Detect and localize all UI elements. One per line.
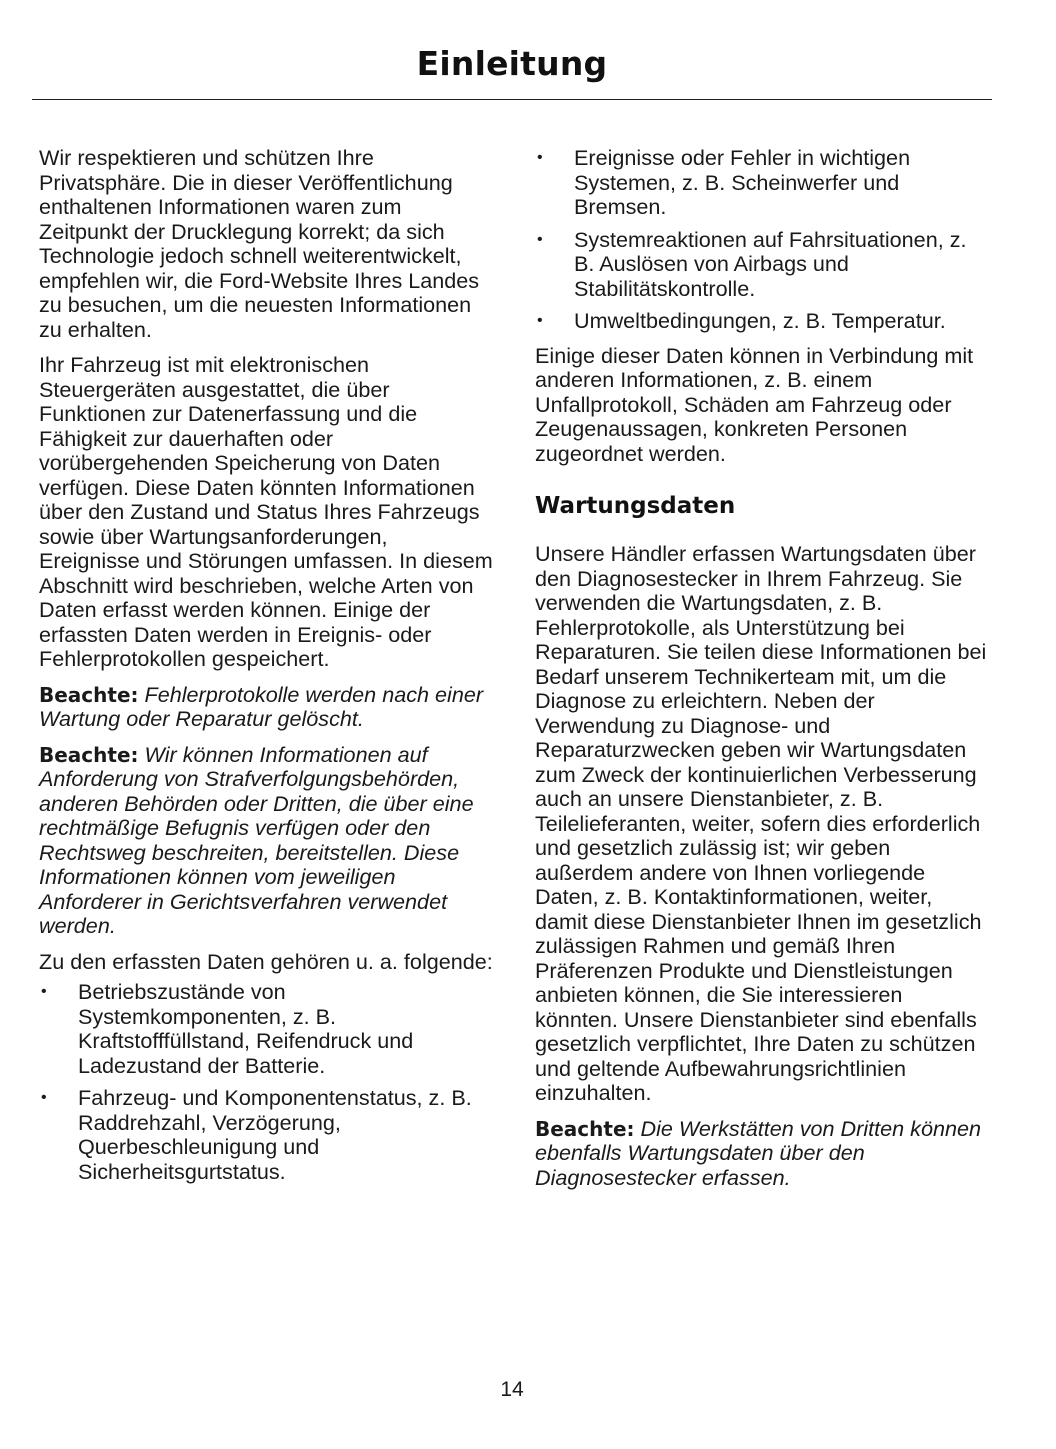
page-title: Einleitung (416, 44, 608, 83)
list-item (39, 1086, 494, 1184)
maintenance-data-paragraph: Unsere Händler erfassen Wartungsdaten über den Diagnosestecker in Ihrem Fahrzeug. Sie verwenden die Wartungsdaten, z. B. Fehlerprotokolle, als Unterstützung bei Reparaturen. Sie teilen diese Informationen bei Bedarf unserem Technikerteam mit, um die Diagnose zu erleichtern. Neben der Verwendung zu Diagnose- und Reparaturzwecken geben wir Wartungsdaten zum Zweck der kontinuierlichen Verbesserung auch an unsere Dienstanbieter, z. B. Teilelieferanten, weiter, sofern dies erforderlich und gesetzlich zulässig ist; wir geben außerdem andere von Ihnen vorliegende Daten, z. B. Kontaktinformationen, weiter, damit diese Dienstanbieter Ihnen im gesetzlich zulässigen Rahmen und gemäß Ihren Präferenzen Produkte und Dienstleistungen anbieten können, die Sie interessieren könnten. Unsere Dienstanbieter sind ebenfalls gesetzlich verpflichtet, Ihre Daten zu schützen und geltende Aufbewahrungsrichtlinien einzuhalten. (535, 541, 987, 1105)
title-divider (32, 99, 992, 100)
left-column (39, 146, 494, 1194)
list-item-text: Ereignisse oder Fehler in wichtigen Systemen, z. B. Scheinwerfer und Bremsen. (574, 145, 911, 219)
list-item-text: Systemreaktionen auf Fahrsituationen, z. B. Auslösen von Airbags und Stabilitätskontrolle. (574, 226, 967, 301)
page-number: 14 (500, 1378, 524, 1401)
list-item (535, 146, 990, 220)
intro-paragraph: Wir respektieren und schützen Ihre Privatsphäre. Die in dieser Veröffentlichung enthaltenen Informationen waren zum Zeitpunkt der Drucklegung korrekt; da sich Technologie jedoch schnell weiterentwickelt, empfehlen wir, die Ford-Website Ihres Landes zu besuchen, um die neuesten Informationen zu erhalten. (39, 145, 480, 342)
note-label: Beachte: (535, 1116, 635, 1141)
list-item (535, 309, 990, 334)
list-item-text: Umweltbedingungen, z. B. Temperatur. (574, 308, 946, 333)
collected-data-intro: Zu den erfassten Daten gehören u. a. folgende: (39, 948, 493, 974)
note-text: Wir können Informationen auf Anforderung von Strafverfolgungsbehörden, anderen Behörden oder Dritten, die über eine rechtmäßige Befugnis verfügen oder den Rechtsweg beschreiten, bereitstellen. Diese Informationen können vom jeweiligen Anforderer in Gerichtsverfahren verwendet werden. (39, 741, 474, 938)
personal-data-paragraph: Einige dieser Daten können in Verbindung mit anderen Informationen, z. B. einem Unfallprotokoll, Schäden am Fahrzeug oder Zeugenaussagen, konkreten Personen zugeordnet werden. (535, 342, 974, 466)
right-column (535, 146, 990, 1201)
note-text: Die Werkstätten von Dritten können ebenfalls Wartungsdaten über den Diagnosestecker erfassen. (535, 1115, 982, 1190)
list-item (39, 980, 494, 1078)
section-heading: Wartungsdaten (535, 493, 736, 519)
bullet-icon: • (537, 312, 543, 329)
note-authorities (39, 743, 494, 939)
collected-data-list-continued (535, 146, 990, 334)
bullet-icon: • (537, 149, 543, 166)
bullet-icon: • (41, 983, 47, 1000)
bullet-icon: • (537, 230, 543, 248)
list-item-text: Fahrzeug- und Komponentenstatus, z. B. Raddrehzahl, Verzögerung, Querbeschleunigung und Sicherheitsgurtstatus. (78, 1085, 472, 1184)
note-third-party-workshops (535, 1117, 990, 1191)
data-collection-paragraph: Ihr Fahrzeug ist mit elektronischen Steuergeräten ausgestattet, die über Funktionen zur Datenerfassung und die Fähigkeit zur dauerhaften oder vorübergehenden Speicherung von Daten verfügen. Diese Daten könnten Informationen über den Zustand und Status Ihres Fahrzeugs sowie über Wartungsanforderungen, Ereignisse und Störungen umfassen. In diesem Abschnitt wird beschrieben, welche Arten von Daten erfasst werden können. Einige der erfassten Daten werden in Ereignis- oder Fehlerprotokollen gespeichert. (39, 352, 493, 671)
note-label: Beachte: (39, 742, 139, 767)
bullet-icon: • (41, 1089, 47, 1106)
note-label: Beachte: (39, 682, 139, 707)
list-item-text: Betriebszustände von Systemkomponenten, z. B. Kraftstofffüllstand, Reifendruck und Ladezustand der Batterie. (78, 979, 414, 1078)
list-item (535, 228, 990, 302)
note-text: Fehlerprotokolle werden nach einer Wartung oder Reparatur gelöscht. (39, 681, 484, 731)
note-error-logs (39, 683, 494, 732)
collected-data-list (39, 980, 494, 1184)
